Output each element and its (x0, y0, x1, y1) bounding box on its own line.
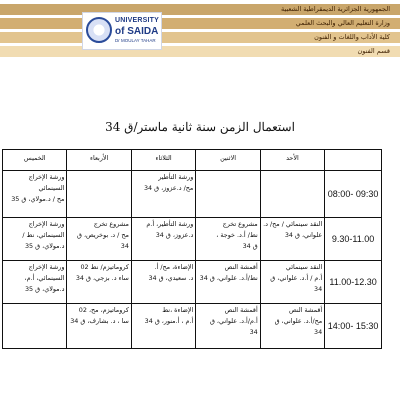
session-text: ورشة التأطير (158, 173, 194, 181)
table-row (3, 304, 382, 349)
session-text: علواني، ق 34 (284, 231, 323, 239)
session-text: الإضاءة ،نط (162, 306, 194, 314)
time-slot-cell: 08:00- 09:30 (325, 171, 382, 218)
session-text: سا ، د. بشارف، ق 34 (70, 317, 129, 325)
session-text: أ.م / أ.د. علواني، ق 34 (270, 274, 323, 293)
session-text: 34 (314, 328, 323, 336)
session-cell (3, 261, 67, 304)
day-header: الأربعاء (67, 150, 131, 171)
session-cell (131, 304, 195, 349)
session-cell (3, 171, 67, 218)
day-header: الأحد (260, 150, 324, 171)
header-time-cell (325, 150, 382, 171)
session-text: ورشة الإخراج (28, 220, 65, 228)
session-text: أقمشة النص (224, 263, 258, 271)
table-row (3, 218, 382, 261)
session-text: كروماتيزم/ نط 02 (80, 263, 129, 271)
session-text: ساء د. بزجي، ق 34 (75, 274, 129, 282)
session-cell (67, 218, 131, 261)
time-slot-cell: 14:00- 15:30 (325, 304, 382, 349)
timetable-header-row (3, 150, 382, 171)
session-text: د. سعيدي، ق 34 (148, 274, 194, 282)
session-text: مشروع تخرج (222, 220, 258, 228)
session-text: السينمائي، نط / (22, 231, 65, 239)
session-text: مح / د.مولاي، ق 35 (11, 195, 65, 203)
session-text: ورشة الإخراج (28, 263, 65, 271)
session-cell (3, 304, 67, 349)
header-department-text: قسم الفنون (357, 47, 390, 55)
timetable (2, 149, 382, 349)
session-cell (131, 218, 195, 261)
session-text: ورشة التأطير، أ.م (146, 220, 194, 228)
session-text: أ.م/أ.د. علواني، ق (209, 317, 258, 325)
session-cell (67, 304, 131, 349)
session-cell (260, 304, 324, 349)
logo-line-1: UNIVERSITY (115, 17, 160, 24)
header-republic-text: الجمهورية الجزائرية الديمقراطية الشعبية (281, 5, 390, 13)
header-faculty-text: كلية الأداب واللغات و الفنون (314, 33, 390, 41)
time-slot-cell: 9.30-11.00 (325, 218, 382, 261)
page-title: استعمال الزمن سنة ثانية ماستر/ق 34 (105, 120, 295, 134)
header-band-4 (0, 46, 400, 57)
session-text: أقمشة النص (224, 306, 258, 314)
session-cell (196, 218, 260, 261)
session-text: أ.م ، أ.منور، ق 34 (144, 317, 194, 325)
session-text: د.مولاي، ق 35 (24, 285, 65, 293)
session-cell (131, 261, 195, 304)
university-logo (82, 12, 162, 50)
session-cell (67, 261, 131, 304)
session-text: النقد سينمائي (285, 263, 323, 271)
header-band-3 (0, 32, 400, 43)
session-text: الإضاءة، مح/ أ. (154, 263, 194, 271)
day-header: الخميس (3, 150, 67, 171)
session-text: 34 (249, 328, 258, 336)
session-cell (260, 171, 324, 218)
table-row (3, 261, 382, 304)
session-text: أقمشة النص (288, 306, 323, 314)
day-header: الثلاثاء (131, 150, 195, 171)
session-cell (3, 218, 67, 261)
session-cell (196, 261, 260, 304)
session-cell (196, 304, 260, 349)
session-cell (131, 171, 195, 218)
session-text: مشروع تخرج (93, 220, 129, 228)
session-text: السينمائي، أ.م، (24, 274, 65, 282)
header-ministry-text: وزارة التعليم العالي والبحث العلمي (295, 19, 390, 27)
time-slot-cell: 11.00-12.30 (325, 261, 382, 304)
session-cell (260, 218, 324, 261)
table-row (3, 171, 382, 218)
session-text: نط/ أ.د. خوجة ، (216, 231, 258, 239)
session-text: مح / د. بوخريص، ق 34 (77, 231, 129, 250)
session-text: نط/أ.د. علواني، ق 34 (199, 274, 258, 282)
logo-line-2: of SAIDA (115, 26, 159, 37)
session-text: ورشة الإخراج (28, 173, 65, 181)
day-header: الاثنين (196, 150, 260, 171)
session-text: د.عزوز، ق 34 (155, 231, 194, 239)
header-banner (0, 0, 400, 66)
header-band-1 (0, 4, 400, 15)
session-cell (260, 261, 324, 304)
logo-line-3: Dr MOULAY TAHAR (115, 38, 156, 43)
session-text: السينمائي (38, 184, 65, 192)
session-text: كروماتيزم، مح، 02 (78, 306, 129, 314)
session-text: د.مولاي، ق 35 (24, 242, 65, 250)
session-text: مح/ د.عزوز، ق 34 (143, 184, 194, 192)
header-band-2 (0, 18, 400, 29)
session-text: ق 34 (242, 242, 258, 250)
session-cell (67, 171, 131, 218)
session-cell (196, 171, 260, 218)
university-seal-icon (86, 17, 112, 43)
session-text: النقد سينمائي / مح/ د. (263, 220, 323, 228)
session-text: مح/أ.د. علواني، ق (274, 317, 323, 325)
